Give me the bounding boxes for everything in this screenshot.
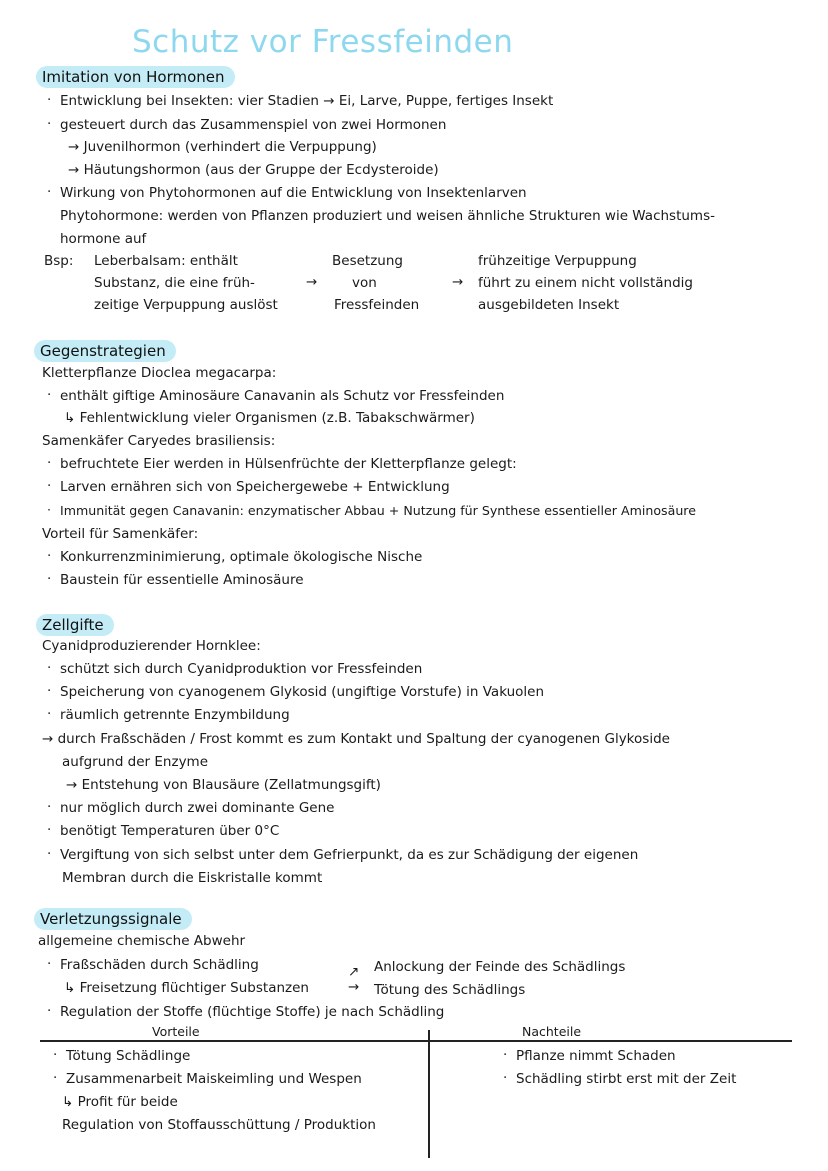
line: hormone auf — [60, 231, 147, 247]
table-cell: ↳ Profit für beide — [62, 1094, 178, 1110]
line: → Häutungshormon (aus der Gruppe der Ecdysteroide) — [68, 162, 439, 178]
line: · befruchtete Eier werden in Hülsenfrüchte der Kletterpflanze gelegt: — [60, 455, 517, 473]
line: Phytohormone: werden von Pflanzen produziert und weisen ähnliche Strukturen wie Wachstums- — [60, 208, 715, 224]
table-cell: · Zusammenarbeit Maiskeimling und Wespen — [66, 1070, 362, 1088]
arrow-icon: → — [306, 274, 318, 290]
table-cell: Regulation von Stoffausschüttung / Produktion — [62, 1117, 376, 1133]
line: Tötung des Schädlings — [374, 982, 526, 998]
section-heading-counterstrategies: Gegenstrategien — [34, 340, 176, 362]
line: Kletterpflanze Dioclea megacarpa: — [42, 365, 277, 381]
line: · gesteuert durch das Zusammenspiel von zwei Hormonen — [60, 116, 446, 134]
table-divider-vertical — [428, 1030, 430, 1158]
line: Cyanidproduzierender Hornklee: — [42, 638, 261, 654]
arrow-right-icon: → — [348, 979, 360, 995]
line: allgemeine chemische Abwehr — [38, 933, 246, 949]
table-header-disadvantages: Nachteile — [522, 1024, 582, 1039]
line: ↳ Fehlentwicklung vieler Organismen (z.B. Tabakschwärmer) — [64, 410, 475, 426]
line: Vorteil für Samenkäfer: — [42, 526, 199, 542]
example-label: Bsp: — [44, 253, 74, 269]
example-col2: von — [352, 275, 377, 291]
line: · schützt sich durch Cyanidproduktion vor Fressfeinden — [60, 660, 422, 678]
line: aufgrund der Enzyme — [62, 754, 209, 770]
line: ↳ Freisetzung flüchtiger Substanzen — [64, 980, 309, 996]
line: · Regulation der Stoffe (flüchtige Stoffe) je nach Schädling — [60, 1003, 444, 1021]
line: → Entstehung von Blausäure (Zellatmungsgift) — [66, 777, 381, 793]
line: · Speicherung von cyanogenem Glykosid (ungiftige Vorstufe) in Vakuolen — [60, 683, 544, 701]
arrow-icon: → — [452, 274, 464, 290]
line: · benötigt Temperaturen über 0°C — [60, 822, 279, 840]
line: · Vergiftung von sich selbst unter dem Gefrierpunkt, da es zur Schädigung der eigenen — [60, 846, 638, 864]
line: · enthält giftige Aminosäure Canavanin als Schutz vor Fressfeinden — [60, 387, 504, 405]
example-col3: ausgebildeten Insekt — [478, 297, 620, 313]
line: Anlockung der Feinde des Schädlings — [374, 959, 626, 975]
table-header-advantages: Vorteile — [152, 1024, 200, 1039]
line: · Larven ernähren sich von Speichergewebe + Entwicklung — [60, 478, 450, 496]
line: Membran durch die Eiskristalle kommt — [62, 870, 323, 886]
section-heading-cell-poisons: Zellgifte — [36, 614, 114, 636]
table-cell: · Pflanze nimmt Schaden — [516, 1047, 676, 1065]
example-col2: Besetzung — [332, 253, 403, 269]
example-col1: Substanz, die eine früh- — [94, 275, 255, 291]
section-heading-hormones: Imitation von Hormonen — [36, 66, 235, 88]
example-col3: führt zu einem nicht vollständig — [478, 275, 693, 291]
example-col2: Fressfeinden — [334, 297, 420, 313]
line: · Wirkung von Phytohormonen auf die Entwicklung von Insektenlarven — [60, 184, 527, 202]
line: · räumlich getrennte Enzymbildung — [60, 706, 290, 724]
line: → durch Fraßschäden / Frost kommt es zum Kontakt und Spaltung der cyanogenen Glykoside — [42, 731, 670, 747]
table-cell: · Tötung Schädlinge — [66, 1047, 190, 1065]
example-col1: Leberbalsam: enthält — [94, 253, 238, 269]
page-title: Schutz vor Fressfeinden — [132, 24, 514, 60]
line: · Fraßschäden durch Schädling — [60, 956, 259, 974]
section-heading-injury-signals: Verletzungssignale — [34, 908, 192, 930]
arrow-up-right-icon: ↗ — [348, 964, 360, 980]
line: · Konkurrenzminimierung, optimale ökologische Nische — [60, 548, 422, 566]
line: Samenkäfer Caryedes brasiliensis: — [42, 433, 276, 449]
table-divider-horizontal — [40, 1040, 792, 1042]
line: · nur möglich durch zwei dominante Gene — [60, 799, 334, 817]
line: · Baustein für essentielle Aminosäure — [60, 571, 304, 589]
example-col3: frühzeitige Verpuppung — [478, 253, 637, 269]
line: → Juvenilhormon (verhindert die Verpuppung) — [68, 139, 377, 155]
line: · Immunität gegen Canavanin: enzymatischer Abbau + Nutzung für Synthese essentieller Aminosäure — [60, 502, 696, 520]
example-col1: zeitige Verpuppung auslöst — [94, 297, 278, 313]
table-cell: · Schädling stirbt erst mit der Zeit — [516, 1070, 736, 1088]
line: · Entwicklung bei Insekten: vier Stadien → Ei, Larve, Puppe, fertiges Insekt — [60, 92, 553, 110]
